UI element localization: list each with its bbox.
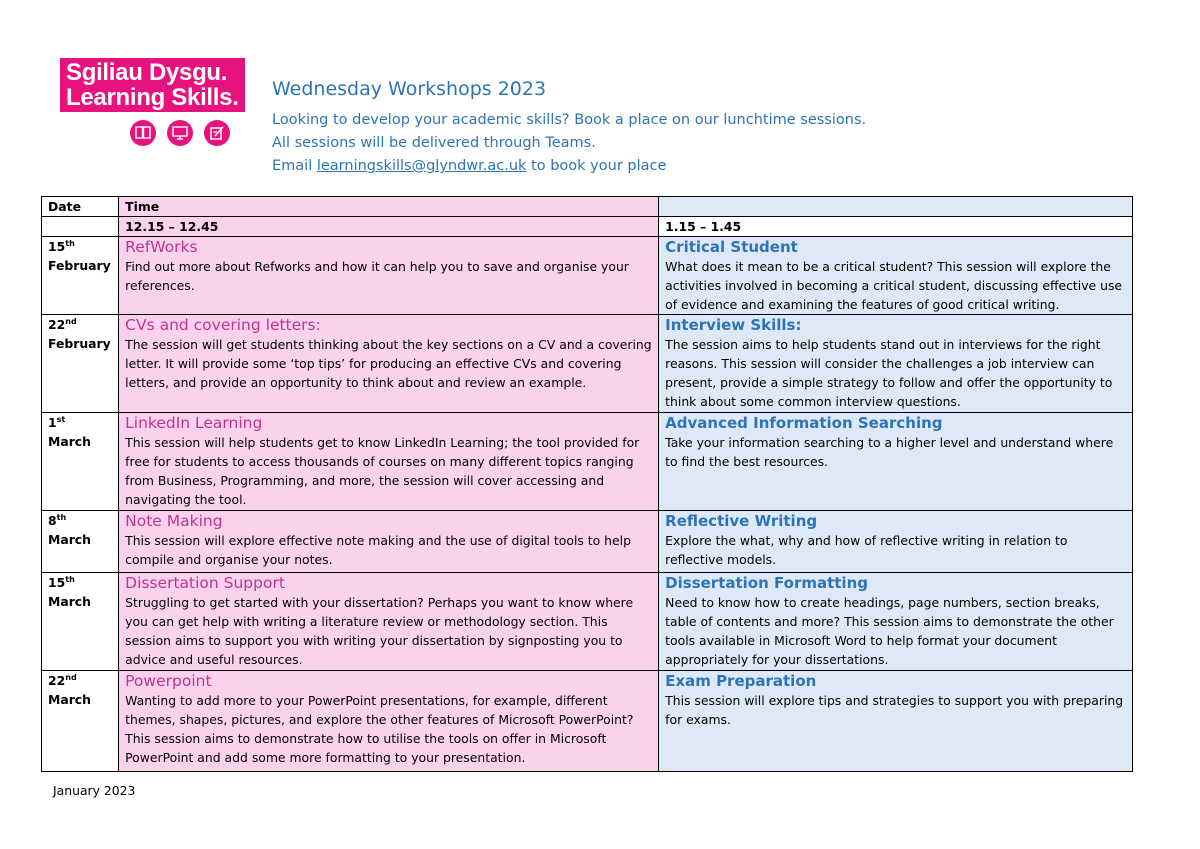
table-row [42,315,1133,413]
date-suffix: th [65,238,75,248]
session-date [42,237,119,315]
session-description: Take your information searching to a higher level and understand where to find the best resources. [665,435,1114,469]
time-column-header: Time [119,197,659,217]
time-slot-row [42,217,1133,237]
session-slot-b [659,671,1133,772]
header [272,78,866,181]
workshop-rows [42,237,1133,772]
monitor-icon [167,120,193,146]
session-description: This session will explore tips and strategies to support you with preparing for exams. [665,693,1124,727]
session-title: RefWorks [125,238,198,256]
session-description: Struggling to get started with your dissertation? Perhaps you want to know where you can get help with writing a literature review or methodology section. This session aims to support you with writing your dissertation by signposting you to advice and useful resources. [125,595,634,667]
session-date [42,671,119,772]
session-description: This session will explore effective note making and the use of digital tools to help compile and organise your notes. [125,533,631,567]
session-date [42,413,119,511]
session-title: LinkedIn Learning [125,414,263,432]
header-email-line [272,158,866,174]
session-slot-b [659,237,1133,315]
date-suffix: st [56,414,66,424]
date-month: February [48,336,111,351]
session-date [42,511,119,573]
table-row [42,237,1133,315]
footer-date: January 2023 [53,783,136,798]
time-slot-date-blank [42,217,119,237]
session-description: Find out more about Refworks and how it can help you to save and organise your references. [125,259,629,293]
session-description: Need to know how to create headings, page numbers, section breaks, table of contents and more? This session aims to demonstrate the other tools available in Microsoft Word to help format your document appropriately for your dissertations. [665,595,1114,667]
date-month: March [48,434,91,449]
session-slot-b [659,315,1133,413]
date-suffix: th [56,512,67,522]
session-description: Explore the what, why and how of reflective writing in relation to reflective models. [665,533,1068,567]
session-title: Powerpoint [125,672,212,690]
slot-a-header: 12.15 – 12.45 [119,217,659,237]
session-slot-b [659,511,1133,573]
session-slot-a [119,511,659,573]
table-header-row [42,197,1133,217]
session-title: Interview Skills: [665,316,802,334]
logo-wordmark [60,58,245,112]
workshop-schedule-table [41,196,1133,772]
email-suffix: to book your place [526,158,667,174]
table-row [42,413,1133,511]
session-description: What does it mean to be a critical student? This session will explore the activities involved in becoming a critical student, discussing effective use of evidence and examining the features of good critical writing. [665,259,1123,312]
time-header-blank [659,197,1133,217]
table-row [42,511,1133,573]
session-slot-a [119,573,659,671]
date-day: 22 [48,673,66,688]
page-title: Wednesday Workshops 2023 [272,78,547,100]
header-teams-note: All sessions will be delivered through Teams. [272,135,596,151]
date-month: March [48,594,91,609]
date-day: 15 [48,239,66,254]
session-title: Exam Preparation [665,672,817,690]
session-title: Dissertation Formatting [665,574,868,592]
session-description: The session will get students thinking about the key sections on a CV and a covering letter. It will provide some ‘top tips’ for producing an effective CVs and covering letters, and provide an opportunity to think about and review an example. [125,337,652,390]
session-description: Wanting to add more to your PowerPoint presentations, for example, different themes, shapes, pictures, and explore the other features of Microsoft PowerPoint? This session aims to demonstrate how to utilise the tools on offer in Microsoft PowerPoint and add some more formatting to your presentation. [125,693,634,765]
learning-skills-logo [60,58,245,112]
session-date [42,573,119,671]
logo-line-english: Learning Skills. [66,84,239,111]
pen-paper-icon [204,120,230,146]
date-suffix: nd [65,316,77,326]
date-column-header: Date [42,197,119,217]
date-month: March [48,692,91,707]
session-slot-a [119,237,659,315]
date-month: February [48,258,111,273]
email-link[interactable]: learningskills@glyndwr.ac.uk [316,158,527,174]
header-intro: Looking to develop your academic skills? Book a place on our lunchtime sessions. [272,112,867,128]
session-description: This session will help students get to know LinkedIn Learning; the tool provided for free for students to access thousands of courses on many different topics ranging from Business, Programming, and more, the session will cover accessing and navigating the tool. [125,435,640,507]
session-title: Critical Student [665,238,798,256]
session-title: CVs and covering letters: [125,316,321,334]
session-slot-a [119,413,659,511]
session-title: Advanced Information Searching [665,414,943,432]
date-day: 1 [48,415,57,430]
session-slot-b [659,573,1133,671]
date-suffix: th [65,574,75,584]
table-row [42,671,1133,772]
session-title: Dissertation Support [125,574,285,592]
session-slot-a [119,671,659,772]
date-day: 8 [48,513,57,528]
date-day: 15 [48,575,66,590]
table-row [42,573,1133,671]
session-slot-b [659,413,1133,511]
email-prefix: Email [272,158,317,174]
slot-b-header: 1.15 – 1.45 [659,217,1133,237]
date-month: March [48,532,91,547]
session-slot-a [119,315,659,413]
session-description: The session aims to help students stand out in interviews for the right reasons. This session will consider the challenges a job interview can present, provide a simple strategy to follow and offer the opportunity to think about some common interview questions. [665,337,1113,409]
date-suffix: nd [65,672,77,682]
session-title: Note Making [125,512,223,530]
book-icon [130,120,156,146]
session-title: Reflective Writing [665,512,818,530]
session-date [42,315,119,413]
logo-line-welsh: Sgiliau Dysgu. [66,59,228,86]
logo-icons [130,120,230,146]
date-day: 22 [48,317,66,332]
